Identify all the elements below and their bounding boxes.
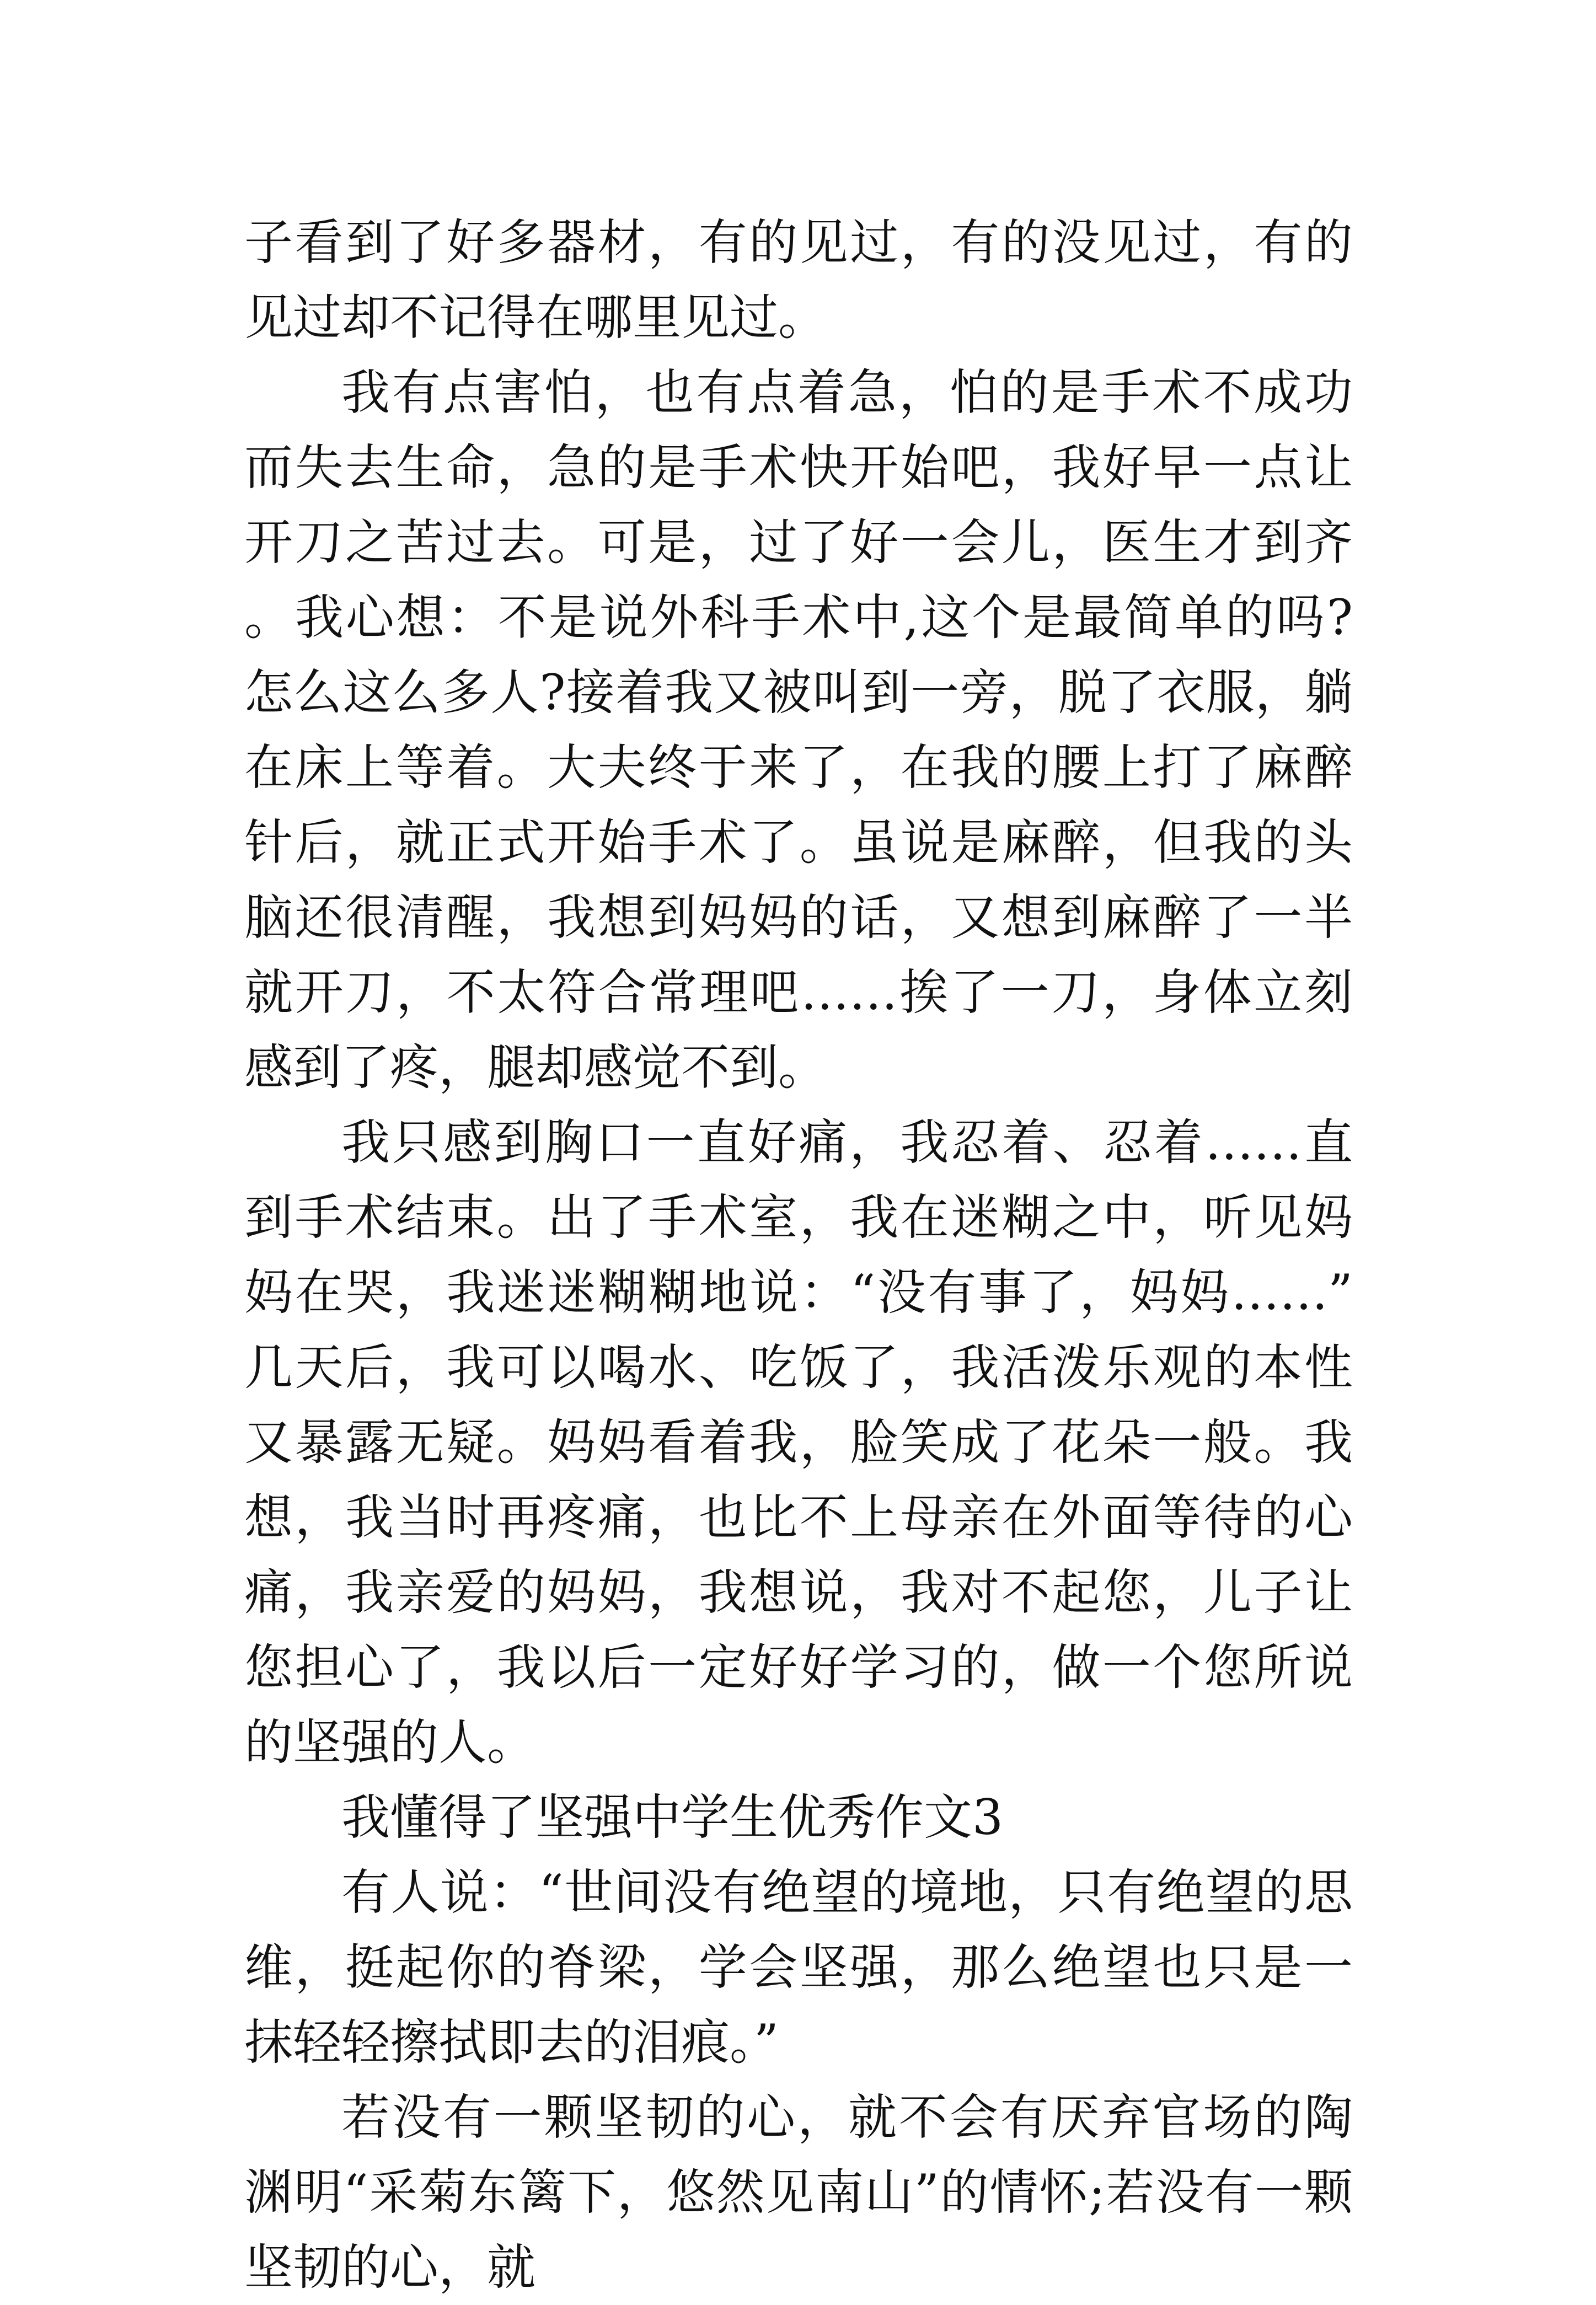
document-page [244,205,1353,2305]
paragraph-4: 有人说：“世间没有绝望的境地，只有绝望的思维，挺起你的脊梁，学会坚强，那么绝望也只是一抹轻轻擦拭即去的泪痕。” [244,1864,1353,2071]
paragraph-1: 子看到了好多器材，有的见过，有的没见过，有的见过却不记得在哪里见过。 [244,214,1353,346]
paragraph-5: 若没有一颗坚韧的心，就不会有厌弃官场的陶渊明“采菊东篱下，悠然见南山”的情怀;若没有一颗坚韧的心，就 [244,2089,1353,2296]
paragraph-3: 我只感到胸口一直好痛，我忍着、忍着……直到手术结束。出了手术室，我在迷糊之中，听见妈妈在哭，我迷迷糊糊地说：“没有事了，妈妈……”几天后，我可以喝水、吃饭了，我活泼乐观的本性又暴露无疑。妈妈看着我，脸笑成了花朵一般。我想，我当时再疼痛，也比不上母亲在外面等待的心痛，我亲爱的妈妈，我想说，我对不起您，儿子让您担心了，我以后一定好好学习的，做一个您所说的坚强的人。 [244,1114,1353,1771]
paragraph-2: 我有点害怕，也有点着急，怕的是手术不成功而失去生命，急的是手术快开始吧，我好早一点让开刀之苦过去。可是，过了好一会儿，医生才到齐。我心想：不是说外科手术中,这个是最简单的吗?怎么这么多人?接着我又被叫到一旁，脱了衣服，躺在床上等着。大夫终于来了，在我的腰上打了麻醉针后，就正式开始手术了。虽说是麻醉，但我的头脑还很清醒，我想到妈妈的话，又想到麻醉了一半就开刀，不太符合常理吧……挨了一刀，身体立刻感到了疼，腿却感觉不到。 [244,364,1353,1096]
section-heading: 我懂得了坚强中学生优秀作文3 [341,1789,1003,1846]
